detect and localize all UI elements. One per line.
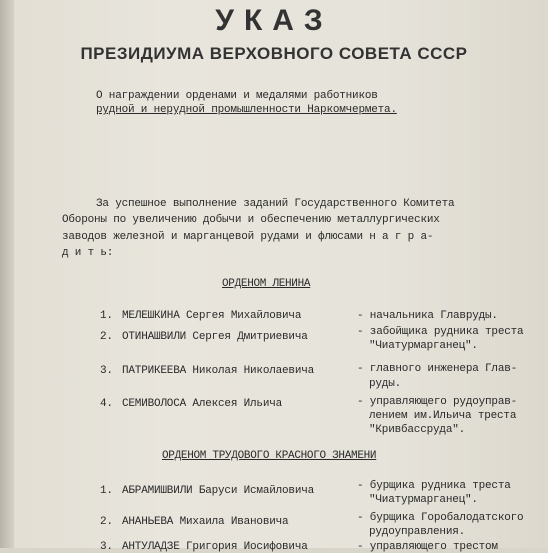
- list-item-role: руды.: [369, 378, 402, 390]
- list-item-name: МЕЛЕШКИНА Сергея Михайловича: [122, 310, 302, 322]
- list-item-role: - главного инженера Глав-: [357, 363, 518, 375]
- list-item-role: "Чиатурмарганец".: [369, 340, 478, 352]
- list-item-number: 1.: [100, 485, 113, 497]
- list-item-number: 2.: [100, 331, 113, 343]
- list-item-role: - начальника Главруды.: [357, 310, 498, 322]
- list-item-number: 3.: [100, 541, 113, 553]
- list-item-name: ОТИНАШВИЛИ Сергея Дмитриевича: [122, 331, 308, 343]
- list-item-number: 4.: [100, 398, 113, 410]
- preamble-line-3: заводов железной и марганцевой рудами и флюсами н а г р а-: [62, 231, 434, 243]
- section-heading-order-of-red-banner: ОРДЕНОМ ТРУДОВОГО КРАСНОГО ЗНАМЕНИ: [162, 450, 377, 462]
- list-item-role: - забойщика рудника треста: [357, 326, 524, 338]
- list-item-name: ПАТРИКЕЕВА Николая Николаевича: [122, 365, 315, 377]
- binding-edge: [0, 0, 14, 548]
- list-item-role: - бурщика рудника треста: [357, 480, 511, 492]
- about-line-1: О награждении орденами и медалями работников: [96, 90, 378, 102]
- decree-title: УКАЗ: [215, 4, 333, 37]
- preamble-line-2: Обороны по увеличению добычи и обеспечению металлургических: [62, 214, 440, 226]
- list-item-role: лением им.Ильича треста: [369, 410, 517, 422]
- list-item-role: - управляющего рудоуправ-: [357, 396, 518, 408]
- list-item-name: АНТУЛАДЗЕ Григория Иосифовича: [122, 541, 308, 553]
- list-item-number: 2.: [100, 516, 113, 528]
- list-item-name: СЕМИВОЛОСА Алексея Ильича: [122, 398, 283, 410]
- list-item-number: 3.: [100, 365, 113, 377]
- about-line-2: рудной и нерудной промышленности Наркомчермета.: [96, 104, 397, 116]
- list-item-role: "Чиатурмарганец".: [369, 494, 478, 506]
- list-item-role: - бурщика Горобалодатского: [357, 512, 524, 524]
- section-heading-order-of-lenin: ОРДЕНОМ ЛЕНИНА: [222, 278, 311, 290]
- preamble-line-4: д и т ь:: [62, 247, 114, 259]
- list-item-role: "Кривбассруда".: [369, 424, 466, 436]
- list-item-number: 1.: [100, 310, 113, 322]
- decree-issuer: ПРЕЗИДИУМА ВЕРХОВНОГО СОВЕТА СССР: [80, 44, 468, 63]
- preamble-line-1: За успешное выполнение заданий Государственного Комитета: [96, 198, 455, 210]
- list-item-role: - управляющего трестом: [357, 541, 498, 553]
- list-item-name: АБРАМИШВИЛИ Баруси Исмайловича: [122, 485, 315, 497]
- list-item-name: АНАНЬЕВА Михаила Ивановича: [122, 516, 289, 528]
- list-item-role: рудоуправления.: [369, 526, 466, 538]
